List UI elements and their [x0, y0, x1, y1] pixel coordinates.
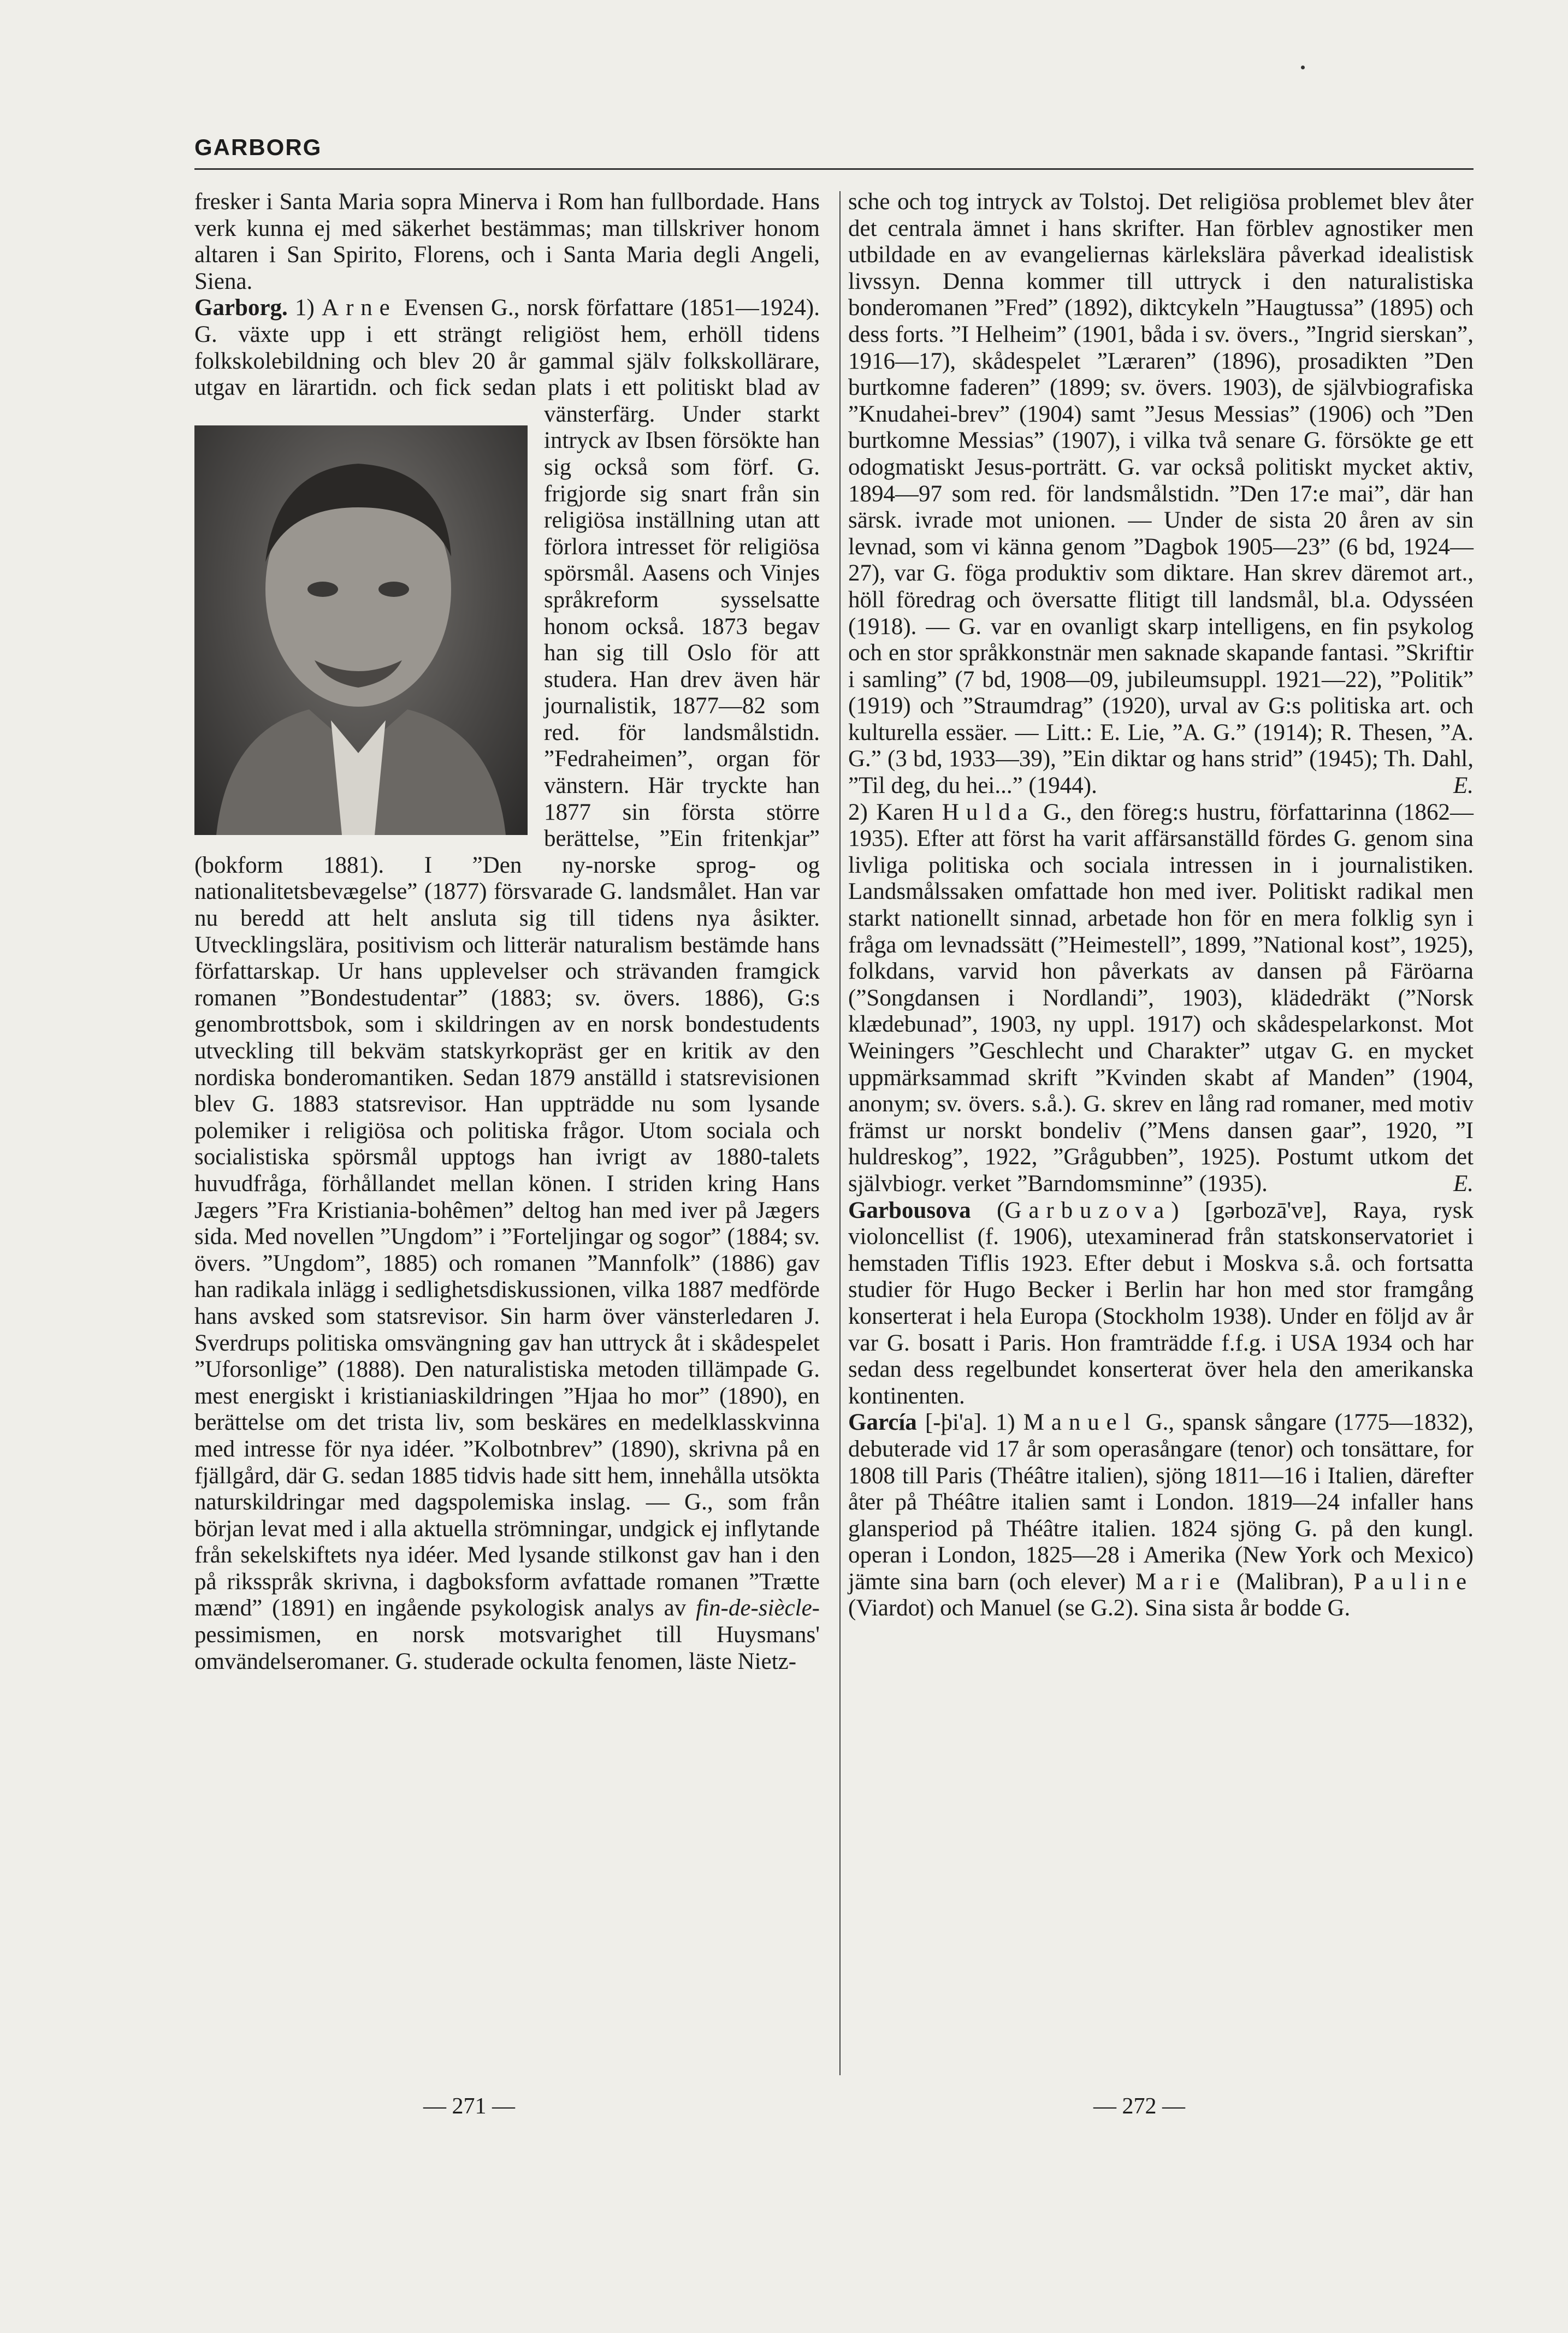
speck-mark — [1301, 66, 1305, 69]
entry-text: G., spansk sångare (1775—1832), debuterade vid 17 år som operasångare (tenor) och tonsättare, for 1808 till Paris (Théâtre italien), sjöng 1811—16 i Italien, därefter åter på Théâtre italien samt i London. 1819—24 infaller hans glansperiod på Théâtre italien. 1824 sjöng G. på den kungl. operan i London, 1825—28 i Amerika (New York och Mexico) jämte sina barn (och elever) — [848, 1410, 1474, 1595]
left-column — [194, 189, 820, 1675]
cyrillic-transliteration: Garbuzova — [1004, 1197, 1171, 1223]
entry-garborg-continued — [848, 189, 1474, 800]
headword-garbousova: Garbousova — [848, 1197, 971, 1223]
author-signature: E. — [1453, 1170, 1474, 1197]
entry-number: 1) — [287, 295, 322, 321]
pronunciation: [-þi'a]. 1) — [916, 1410, 1023, 1436]
entry-text: G., den föreg:s hustru, författarinna (1862—1935). Efter att först ha varit affärsanställd fördes G. genom sina livliga politiska och sociala intressen in i journalistiken. Landsmålssaken omfattade hon med iver. Politiskt radikal men starkt nationellt sinnad, arbetade hon för en mera folklig syn i fråga om levnadssätt (”Heimestell”, 1899, ”National kost”, 1925), folkdans, varvid hon påverkats av dansen på Färöarna (”Songdansen i Nordlandi”, 1903), klädedräkt (”Norsk klædebunad”, 1903, ny uppl. 1917) och skådespelarkonst. Mot Weiningers ”Geschlecht und Charakter” utgav G. en mycket uppmärksammad skrift ”Kvinden skabt af Manden” (1904, anonym; sv. övers. s.å.). G. skrev en lång rad romaner, med motiv främst ur norskt bondeliv (”Mens dansen gaar”, 1920, ”I huldreskog”, 1922, ”Grågubben”, 1925). Postumt utkom det självbiogr. verket ”Barndomsminne” (1935). — [848, 799, 1474, 1197]
continued-text: sche och tog intryck av Tolstoj. Det religiösa problemet blev åter det centrala ämnet i hans skrifter. Han förblev agnostiker men utbildade en av evangeliernas kärlekslära påverkad idealistisk livssyn. Denna kommer till uttryck i den naturalistiska bonderomanen ”Fred” (1892), diktcykeln ”Haugtussa” (1895) och dess forts. ”I Helheim” (1901, båda i sv. övers., ”Ingrid sierskan”, 1916—17), skådespelet ”Læraren” (1896), prosadikten ”Den burtkomne faderen” (1899; sv. övers. 1903), de självbiografiska ”Knudahei-brev” (1904) samt ”Jesus Messias” (1906) och ”Den burtkomne Messias” (1907), i vilka två senare G. försökte ge ett odogmatiskt Jesus-porträtt. G. var också politiskt mycket aktiv, 1894—97 som red. för landsmålstidn. ”Den 17:e mai”, där han särsk. ivrade mot unionen. — Under de sista 20 åren av sin levnad, som vi känna genom ”Dagbok 1905—23” (6 bd, 1924—27), var G. föga produktiv som diktare. Han skrev däremot art., höll föredrag och översatte flitigt till landsmål, bl.a. Odysséen (1918). — G. var en ovanligt skarp intelligens, en fin psykolog och en stor språkkonstnär men saknade skapande fantasi. ”Skriftir i samling” (7 bd, 1908—09, jubileumsuppl. 1921—22), ”Politik” (1919) och ”Straumdrag” (1920), urval av G:s politiska art. och kulturella essäer. — Litt.: E. Lie, ”A. G.” (1914); R. Thesen, ”A. G.” (3 bd, 1933—39), ”Ein diktar og hans strid” (1945); Th. Dahl, ”Til deg, du hei...” (1944). — [848, 189, 1474, 799]
italic-term: fin-de-siècle — [696, 1595, 812, 1621]
given-name-manuel: Manuel — [1023, 1410, 1138, 1436]
right-column — [848, 189, 1474, 1622]
entry-text-start — [194, 295, 820, 1621]
given-name-pauline: Pauline — [1353, 1568, 1474, 1595]
author-signature: E. — [1453, 773, 1474, 799]
paragraph-fresker: fresker i Santa Maria sopra Minerva i Rom han fullbordade. Hans verk kunna ej med säkerhet bestämmas; man tillskriver honom altaren i San Spirito, Florens, och i Santa Maria degli Angeli, Siena. — [194, 189, 820, 294]
headword-garborg: Garborg. — [194, 295, 288, 321]
column-divider — [839, 191, 841, 2075]
entry-garbousova — [848, 1198, 1474, 1410]
entry-garborg-arne — [194, 295, 820, 1675]
given-name-hulda: Hulda — [942, 799, 1035, 825]
headword-garcia: García — [848, 1410, 917, 1436]
given-name-arne: Arne — [322, 295, 397, 321]
entry-garcia — [848, 1410, 1474, 1622]
header-rule — [194, 168, 1474, 170]
entry-text: (Malibran), — [1227, 1568, 1354, 1595]
entry-text-lead: Evensen G., norsk författare (1851—1924). G. växte upp i ett strängt religiöst hem, erhöll tidens folkskolebildning och blev 20 år gammal själv folkskollärare, utgav en lärartidn. och fick sedan plats i ett politiskt blad av vänster — [194, 295, 820, 427]
portrait-photo — [194, 425, 528, 835]
entry-text-continued: färg. Under starkt intryck av Ibsen försökte han sig också som förf. G. frigjorde sig snart från sin religiösa inställning utan att förlora intresset för religiösa spörsmål. Aasens och Vinjes språkreform sysselsatte honom också. 1873 begav han sig till Oslo för att studera. Han drev även här journalistik, 1877—82 som red. för landsmålstidn. ”Fedraheimen”, organ för vänstern. Här tryckte han 1877 sin första större berättelse, ”Ein fritenkjar” (bokform 1881). I ”Den ny-norske sprog- og nationalitetsbevægelse” (1877) försvarade G. landsmålet. Han var nu beredd att helt ansluta sig till tidens nya åsikter. Utvecklingslära, positivism och litterär naturalism bestämde hans författarskap. Ur hans upplevelser och strävanden framgick romanen ”Bondestudentar” (1883; sv. övers. 1886), G:s genombrottsbok, som i skildringen av en norsk bondestudents utveckling till bekväm statskyrkopräst ger en kritik av den nordiska bonderomantiken. Sedan 1879 anställd i statsrevisionen blev G. 1883 statsrevisor. Han uppträdde nu som lysande polemiker i religiösa och politiska frågor. Utom sociala och socialistiska spörsmål upptogs han ivrigt av 1880-talets huvudfråga, förhållandet mellan könen. I striden kring Hans Jægers ”Fra Kristiania-bohêmen” deltog han med iver på Jægers sida. Med novellen ”Ungdom” i ”Forteljingar og sogor” (1884; sv. övers. ”Ungdom”, 1885) och romanen ”Mannfolk” (1886) gav han radikala inlägg i sedlighetsdiskussionen, vilka 1887 medförde hans avsked som statsrevisor. Sin harm över vänsterledaren J. Sverdrups politiska omsvängning gav han uttryck åt i skådespelet ”Uforsonlige” (1888). Den naturalistiska metoden tillämpade G. mest energiskt i kristianiaskildringen ”Hjaa ho mor” (1890), en berättelse om det trista liv, som beskäres en medelklasskvinna med intresse för nya idéer. ”Kolbotnbrev” (1890), skrivna på en fjällgård, där G. sedan 1885 tidvis hade sitt hem, innehålla utsökta naturskildringar med dagspolemiska inslag. — G., som från början levat med i alla aktuella strömningar, undgick ej inflytande från sekelskiftets nya idéer. Med lysande stilkonst gav han i den på riksspråk skrivna, i dagboksform avfattade romanen ”Trætte mænd” (1891) en ingående psykologisk analys av — [194, 401, 820, 1621]
entry-number: 2) Karen — [848, 799, 942, 825]
given-name-marie: Marie — [1135, 1568, 1227, 1595]
page-number-left: — 271 — — [423, 2094, 515, 2119]
entry-text: ) [gərbozā'vɐ], Raya, rysk violoncellist (f. 1906), utexaminerad från statskonservatoriet i hemstaden Tiflis 1923. Efter debut i Moskva s.å. och fortsatta studier för Hugo Becker i Berlin har hon med stor framgång konserterat i hela Europa (Stockholm 1938). Under en följd av år var G. bosatt i Paris. Hon framträdde f.f.g. i USA 1934 och har sedan dess regelbundet konserterat över hela den amerikanska kontinenten. — [848, 1197, 1474, 1409]
page-header: GARBORG — [194, 134, 322, 160]
page-number-right: — 272 — — [1093, 2094, 1185, 2119]
paren: ( — [971, 1197, 1005, 1223]
entry-garborg-hulda — [848, 800, 1474, 1198]
entry-text-end: -pessimismen, en norsk motsvarighet till Huysmans' omvändelseromaner. G. studerade ockulta fenomen, läste Nietz- — [194, 1595, 820, 1674]
entry-text: (Viardot) och Manuel (se G.2). Sina sista år bodde G. — [848, 1595, 1351, 1621]
